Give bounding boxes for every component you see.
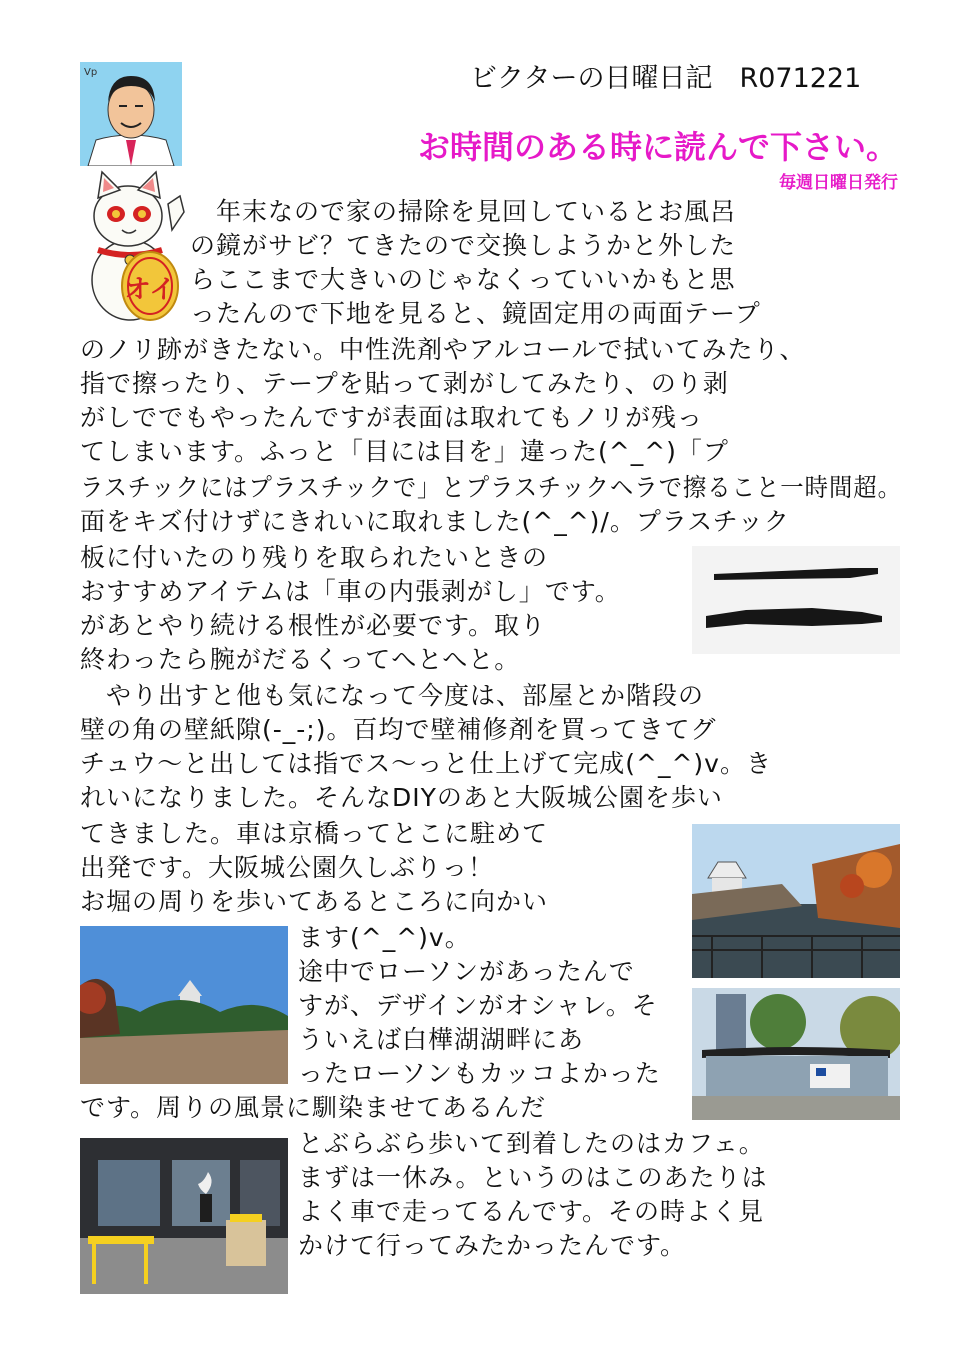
page-title: ビクターの日曜日記 R071221 <box>470 63 862 94</box>
body-line: かけて行ってみたかったんです。 <box>298 1231 687 1260</box>
publication-frequency: 毎週日曜日発行 <box>779 173 898 193</box>
body-line: まずは一休み。というのはこのあたりは <box>298 1163 768 1192</box>
body-line: ったローソンもカッコよかった <box>298 1059 661 1088</box>
body-line: やり出すと他も気になって今度は、部屋とか階段の <box>80 681 705 710</box>
maneki-neko-mascot <box>80 168 188 324</box>
body-line: てきました。車は京橋ってとこに駐めて <box>80 819 549 848</box>
body-line: 指で擦ったり、テープを貼って剥がしてみたり、のり剥 <box>80 369 729 398</box>
body-line: の鏡がサビ？てきたので交換しようかと外した <box>190 231 737 260</box>
svg-text:Vp: Vp <box>84 67 98 78</box>
trim-removal-tools-photo <box>692 546 900 654</box>
body-line: とぶらぶら歩いて到着したのはカフェ。 <box>298 1129 765 1158</box>
osaka-castle-moat-photo <box>692 824 900 978</box>
author-portrait <box>80 62 182 166</box>
body-line: てしまいます。ふっと「目には目を」違った(^_^)「プ <box>80 437 729 466</box>
body-line: ラスチックにはプラスチックで」とプラスチックヘラで擦ること一時間超。 <box>80 473 902 502</box>
body-line: 板に付いたのり残りを取られたいときの <box>80 543 549 572</box>
body-line: 年末なので家の掃除を見回しているとお風呂 <box>190 197 737 226</box>
lawson-store-photo <box>692 988 900 1120</box>
body-line: すが、デザインがオシャレ。そ <box>298 991 658 1020</box>
body-line: らここまで大きいのじゃなくっていいかもと思 <box>190 265 736 294</box>
body-line: ういえば白樺湖湖畔にあ <box>298 1025 585 1054</box>
body-line: おすすめアイテムは「車の内張剥がし」です。 <box>80 577 621 606</box>
body-line: 終わったら腕がだるくってへとへと。 <box>80 645 521 674</box>
body-line: があとやり続ける根性が必要です。取り <box>80 611 547 640</box>
body-line: 出発です。大阪城公園久しぶりっ！ <box>80 853 495 882</box>
castle-tower-photo <box>80 926 288 1084</box>
body-line: のノリ跡がきたない。中性洗剤やアルコールで拭いてみたり、 <box>80 335 806 364</box>
body-line: 途中でローソンがあったんで <box>298 957 635 986</box>
body-line: がしででもやったんですが表面は取れてもノリが残っ <box>80 403 704 432</box>
body-line: です。周りの風景に馴染ませてあるんだ <box>80 1093 547 1122</box>
cafe-terrace-photo <box>80 1138 288 1294</box>
body-line: ます(^_^)v。 <box>298 923 471 952</box>
body-line: チュウ〜と出しては指でス〜っと仕上げて完成(^_^)v。き <box>80 749 772 778</box>
page-subtitle: お時間のある時に読んで下さい。 <box>417 128 898 166</box>
body-line: 壁の角の壁紙隙(-_-;)。百均で壁補修剤を買ってきてグ <box>80 715 717 744</box>
body-line: 面をキズ付けずにきれいに取れました(^_^)/。プラスチック <box>80 507 790 536</box>
body-line: ったんので下地を見ると、鏡固定用の両面テープ <box>190 299 761 328</box>
body-line: お堀の周りを歩いてあるところに向かい <box>80 887 549 916</box>
body-line: れいになりました。そんなDIYのあと大阪城公園を歩い <box>80 783 723 812</box>
body-line: よく車で走ってるんです。その時よく見 <box>298 1197 765 1226</box>
mascot-sign-text: オイ <box>124 275 176 305</box>
